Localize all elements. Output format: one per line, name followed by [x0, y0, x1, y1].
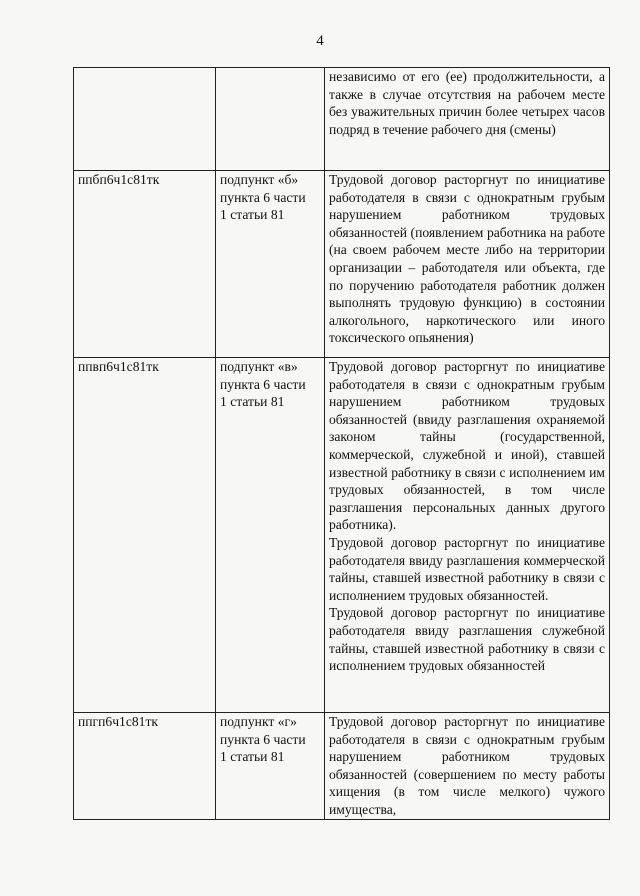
description-paragraph: Трудовой договор расторгнут по инициативе работодателя в связи с однократным грубым нарушением работником трудовых обязанностей (ввиду разглашения охраняемой законом тайны (государственной, коммерческой, служебной и иной), ставшей известной работнику в связи с исполнением им трудовых обязанностей, в том числе разглашения персональных данных другого работника). [329, 359, 605, 533]
code-cell: ппгп6ч1с81тк [74, 713, 216, 820]
code-cell [74, 68, 216, 171]
reference-line: 1 статьи 81 [220, 749, 285, 765]
reference-line: 1 статьи 81 [220, 207, 285, 223]
table-row [74, 68, 610, 171]
description-paragraph: Трудовой договор расторгнут по инициативе работодателя ввиду разглашения служебной тайны, ставшей известной работнику в связи с исполнением трудовых обязанностей [329, 605, 605, 674]
reference-cell [216, 713, 325, 820]
reference-cell [216, 68, 325, 171]
description-paragraph: Трудовой договор расторгнут по инициативе работодателя в связи с однократным грубым нарушением работником трудовых обязанностей (совершением по месту работы хищения (в том числе мелкого) чужого имущества, [329, 714, 605, 817]
reference-line: подпункт «г» [220, 714, 297, 729]
reference-cell [216, 171, 325, 358]
description-cell [325, 358, 610, 713]
description-paragraph: Трудовой договор расторгнут по инициативе работодателя ввиду разглашения коммерческой тайны, ставшей известной работнику в связи с исполнением трудовых обязанностей. [329, 534, 605, 603]
code-cell: ппбп6ч1с81тк [74, 171, 216, 358]
description-cell [325, 68, 610, 171]
description-paragraph: Трудовой договор расторгнут по инициативе работодателя в связи с однократным грубым нарушением работником трудовых обязанностей (появлением работника на работе (на своем рабочем месте либо на территории организации – работодателя или объекта, где по поручению работодателя работник должен выполнять трудовую функцию) в состоянии алкогольного, наркотического или иного токсического опьянения) [329, 172, 605, 346]
reference-line: подпункт «б» [220, 172, 299, 187]
description-cell [325, 713, 610, 820]
description-cell [325, 171, 610, 358]
reference-line: пункта 6 части [220, 189, 306, 205]
description-paragraph: независимо от его (ее) продолжительности, а также в случае отсутствия на рабочем месте без уважительных причин более четырех часов подряд в течение рабочего дня (смены) [329, 69, 605, 137]
reference-cell [216, 358, 325, 713]
table-row [74, 713, 610, 820]
page-number: 4 [316, 33, 324, 49]
reference-line: 1 статьи 81 [220, 394, 285, 410]
table-row [74, 171, 610, 358]
reference-line: пункта 6 части [220, 376, 306, 392]
dismissal-codes-table [73, 67, 610, 820]
code-cell: ппвп6ч1с81тк [74, 358, 216, 713]
table-row [74, 358, 610, 713]
reference-line: пункта 6 части [220, 731, 306, 747]
reference-line: подпункт «в» [220, 359, 298, 374]
